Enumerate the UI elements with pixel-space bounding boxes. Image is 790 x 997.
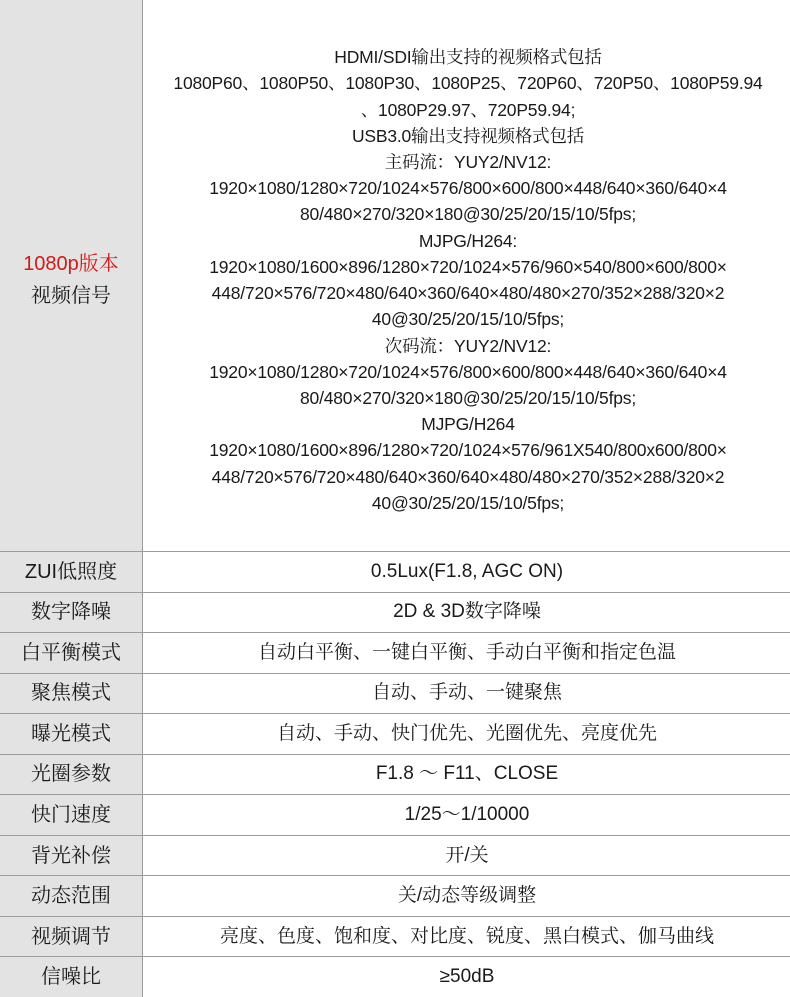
spec-value: 1/25～1/10000	[143, 795, 790, 836]
spec-label: 白平衡模式	[0, 633, 143, 674]
video-format-line: 80/480×270/320×180@30/25/20/15/10/5fps;	[300, 387, 636, 408]
video-format-line: 40@30/25/20/15/10/5fps;	[371, 309, 565, 330]
top-strip-value-cell	[143, 0, 790, 9]
video-format-line: MJPG/H264	[421, 414, 515, 435]
top-strip-label-cell	[0, 0, 143, 9]
video-format-line: 1920×1080/1280×720/1024×576/800×600/800×448/640×360/640×4	[209, 178, 727, 199]
spec-label: 光圈参数	[0, 754, 143, 795]
spec-row-video-signal	[0, 9, 790, 552]
spec-value: 关/动态等级调整	[143, 876, 790, 917]
video-format-line: 1080P60、1080P50、1080P30、1080P25、720P60、720P50、1080P59.94	[173, 73, 763, 94]
spec-label: 数字降噪	[0, 592, 143, 633]
video-format-line: 40@30/25/20/15/10/5fps;	[371, 492, 565, 513]
spec-row	[0, 916, 790, 957]
spec-row	[0, 795, 790, 836]
spec-value: 开/关	[143, 835, 790, 876]
video-format-line: MJPG/H264:	[418, 230, 518, 251]
spec-label-cell	[0, 9, 143, 552]
video-format-line: 1920×1080/1600×896/1280×720/1024×576/960×540/800×600/800×	[209, 256, 727, 277]
spec-label: 聚焦模式	[0, 673, 143, 714]
spec-label: 视频信号	[31, 285, 111, 308]
spec-label: 动态范围	[0, 876, 143, 917]
spec-value: 自动、手动、一键聚焦	[143, 673, 790, 714]
spec-row	[0, 633, 790, 674]
video-format-line: 、1080P29.97、720P59.94;	[360, 99, 576, 120]
video-format-line: 1920×1080/1280×720/1024×576/800×600/800×448/640×360/640×4	[209, 361, 727, 382]
video-format-line: 448/720×576/720×480/640×360/640×480/480×270/352×288/320×2	[211, 283, 725, 304]
spec-label: ZUI低照度	[0, 552, 143, 593]
spec-value-cell	[143, 9, 790, 552]
spec-value: 0.5Lux(F1.8, AGC ON)	[143, 552, 790, 593]
spec-value: 自动白平衡、一键白平衡、手动白平衡和指定色温	[143, 633, 790, 674]
video-format-line: HDMI/SDI输出支持的视频格式包括	[334, 47, 602, 68]
spec-row	[0, 714, 790, 755]
video-format-line: USB3.0输出支持视频格式包括	[351, 125, 585, 146]
spec-label: 视频调节	[0, 916, 143, 957]
spec-row	[0, 552, 790, 593]
spec-value: ≥50dB	[143, 957, 790, 997]
top-strip-row	[0, 0, 790, 9]
spec-label: 背光补偿	[0, 835, 143, 876]
video-format-line: 1920×1080/1600×896/1280×720/1024×576/961X540/800x600/800×	[209, 440, 727, 461]
spec-row	[0, 754, 790, 795]
spec-label: 快门速度	[0, 795, 143, 836]
video-format-line: 次码流：YUY2/NV12:	[384, 335, 552, 356]
spec-value: 亮度、色度、饱和度、对比度、锐度、黑白模式、伽马曲线	[143, 916, 790, 957]
spec-row	[0, 957, 790, 997]
spec-value: 2D & 3D数字降噪	[143, 592, 790, 633]
spec-value: 自动、手动、快门优先、光圈优先、亮度优先	[143, 714, 790, 755]
spec-value: F1.8 ～ F11、CLOSE	[143, 754, 790, 795]
spec-row	[0, 673, 790, 714]
spec-label: 曝光模式	[0, 714, 143, 755]
video-format-line: 主码流：YUY2/NV12:	[384, 152, 552, 173]
video-format-line: 80/480×270/320×180@30/25/20/15/10/5fps;	[300, 204, 636, 225]
spec-label: 信噪比	[0, 957, 143, 997]
spec-row	[0, 876, 790, 917]
spec-row	[0, 592, 790, 633]
spec-row	[0, 835, 790, 876]
version-label: 1080p版本	[23, 253, 119, 276]
video-format-line: 448/720×576/720×480/640×360/640×480/480×270/352×288/320×2	[211, 466, 725, 487]
